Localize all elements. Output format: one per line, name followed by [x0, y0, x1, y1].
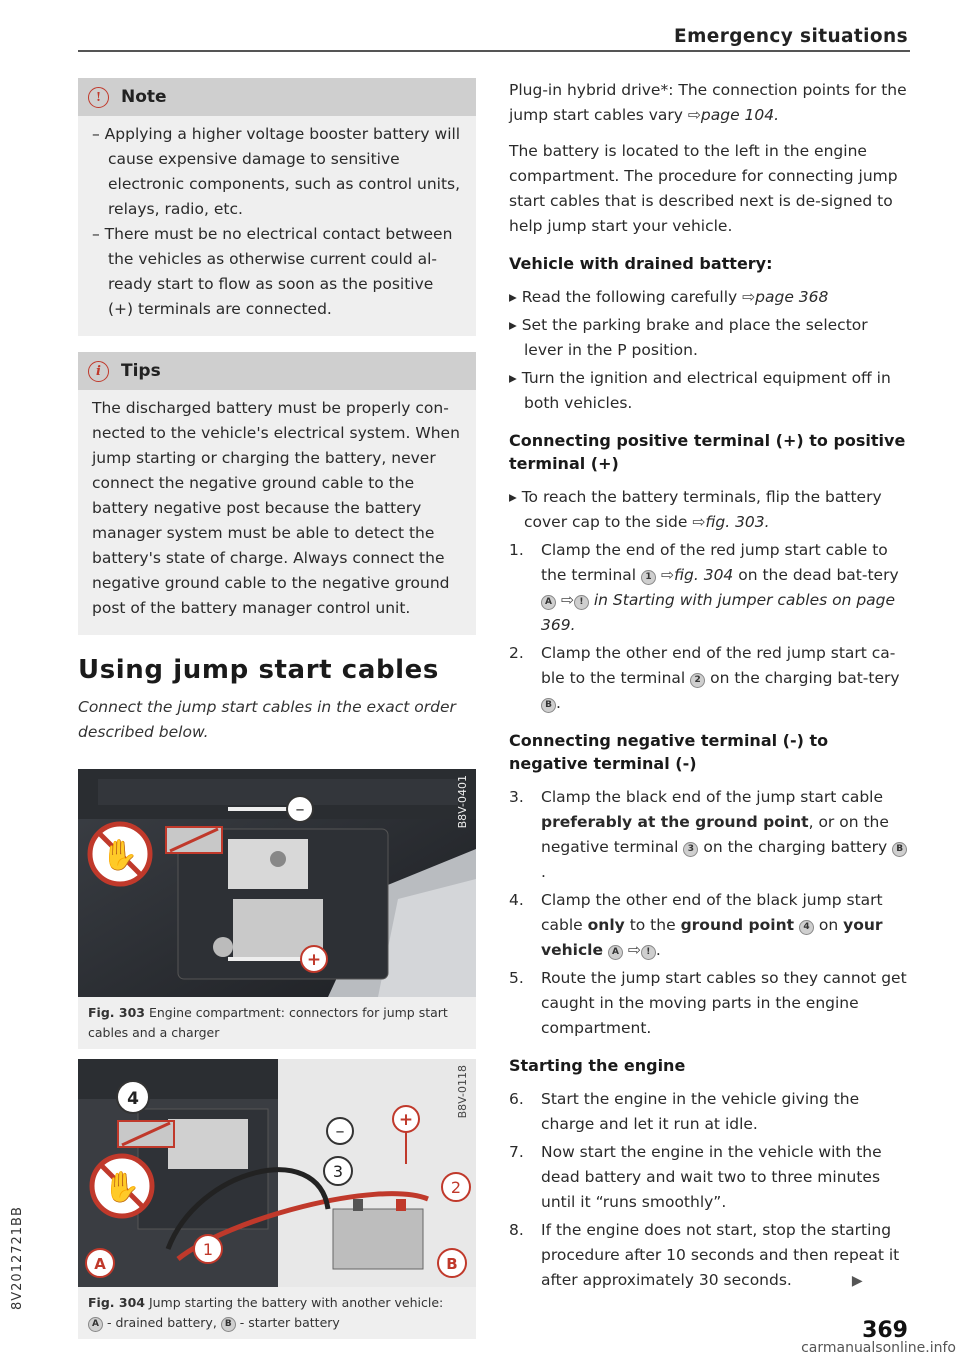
cross-reference-link[interactable]: fig. 304 [674, 566, 734, 584]
watermark: carmanualsonline.info [801, 1340, 956, 1356]
cross-reference-link[interactable]: fig. 303. [705, 513, 770, 531]
header-rule [78, 50, 910, 52]
caption-text: Jump starting the battery with another vehicle: [148, 1295, 444, 1310]
page-number: 369 [862, 1318, 908, 1343]
figure-303-caption [78, 997, 476, 1049]
step-text: on the charging bat-tery [710, 669, 900, 687]
label-a-icon: A [541, 595, 556, 610]
note-item: – There must be no electrical contact between the vehicles as otherwise current could al-ready start to flow as soon as the positive (+) terminals are connected. [92, 225, 453, 318]
step-6: 6. Start the engine in the vehicle giving the charge and let it run at idle. [509, 1087, 911, 1137]
step-2: 2. Clamp the other end of the red jump start ca-ble to the terminal 2 on the charging bat-tery B . [509, 644, 900, 712]
step-4: 4. Clamp the other end of the black jump start cable only to the ground point 4 on your vehicle A ⇨ ! . [509, 891, 883, 959]
list-item: ▸ Set the parking brake and place the selector lever in the P position. [509, 316, 868, 359]
arrow-ref-icon: ⇨ [692, 513, 706, 531]
step-7: 7. Now start the engine in the vehicle with the dead battery and wait two to three minutes until it “runs smoothly”. [509, 1140, 911, 1215]
svg-text:2: 2 [450, 1178, 462, 1197]
cross-reference-link[interactable]: in Starting with jumper cables on page 369. [541, 591, 896, 634]
jump-start-illustration [78, 1059, 476, 1287]
arrow-ref-icon: ⇨ [742, 288, 756, 306]
note-header [78, 78, 476, 116]
note-item: – Applying a higher voltage booster battery will cause expensive damage to sensitive electronic components, such as control units, relays, radio, etc. [92, 125, 461, 218]
label-a-icon: A [608, 945, 623, 960]
step-text: Route the jump start cables so they cannot get caught in the moving parts in the engine compartment. [541, 969, 907, 1037]
tips-header [78, 352, 476, 390]
cross-reference-link[interactable]: page 104. [700, 106, 780, 124]
tips-body: The discharged battery must be properly con-nected to the vehicle's electrical system. When jump starting or charging the battery, never connect the negative ground cable to the battery negative post because the battery manager system must be able to detect the battery's state of charge. Always connect the negative ground cable to the negative ground post of the battery manager control unit. [92, 399, 460, 617]
subheading: Vehicle with drained battery: [509, 254, 773, 273]
warning-icon: ! [574, 595, 589, 610]
step-text-bold: ground point [680, 916, 795, 934]
cross-reference-link[interactable]: page 368 [755, 288, 829, 306]
figure-304 [78, 1059, 476, 1339]
step-1: 1. Clamp the end of the red jump start cable to the terminal 1 ⇨fig. 304 on the dead bat-tery A ⇨ ! in Starting with jumper cables on page 369. [509, 541, 899, 634]
list-item: ▸ Read the following carefully ⇨page 368 [509, 288, 829, 306]
paragraph [509, 78, 911, 128]
step-text: Clamp the end of the red jump start cable to the terminal [541, 541, 888, 584]
left-column [78, 78, 476, 1339]
info-icon: i [88, 361, 109, 382]
step-text: on the dead bat-tery [738, 566, 899, 584]
section-intro: Connect the jump start cables in the exact order described below. [78, 698, 456, 741]
note-title: Note [121, 87, 167, 107]
note-body [78, 116, 476, 322]
item-text: Read the following carefully [521, 288, 738, 306]
step-text: If the engine does not start, stop the starting procedure after 10 seconds and then repeat it after approximately 30 seconds. [541, 1221, 900, 1289]
arrow-ref-icon: ⇨ [687, 106, 701, 124]
caption-text: - starter battery [239, 1315, 340, 1330]
figure-code: B8V-0118 [456, 1065, 469, 1119]
paragraph-text: Plug-in hybrid drive*: The connection points for the jump start cables vary [509, 81, 907, 124]
step-text: Clamp the black end of the jump start cable [541, 788, 884, 806]
arrow-ref-icon: ⇨ [627, 941, 641, 959]
caption-text: - drained battery, [106, 1315, 217, 1330]
paragraph: The battery is located to the left in the engine compartment. The procedure for connecting jump start cables that is described next is de-signed to help jump start your vehicle. [509, 142, 898, 235]
label-b-icon: B [892, 842, 907, 857]
figure-303-image [78, 769, 476, 997]
caption-text: Engine compartment: connectors for jump start cables and a charger [88, 1005, 448, 1040]
step-3: 3. Clamp the black end of the jump start cable preferably at the ground point, or on the negative terminal 3 on the charging battery B. [509, 785, 911, 885]
figure-304-caption [78, 1287, 476, 1339]
svg-text:+: + [398, 1110, 414, 1130]
label-4-icon: 4 [799, 920, 814, 935]
step-text-bold: your vehicle [541, 916, 883, 959]
svg-text:–: – [295, 799, 305, 820]
step-text-bold: only [587, 916, 625, 934]
list-item: ▸ To reach the battery terminals, flip the battery cover cap to the side ⇨fig. 303. [509, 488, 882, 531]
step-5: 5. Route the jump start cables so they cannot get caught in the moving parts in the engine compartment. [509, 966, 911, 1041]
label-1-icon: 1 [641, 570, 656, 585]
figure-303 [78, 769, 476, 1049]
svg-text:1: 1 [202, 1240, 214, 1259]
step-text: Clamp the other end of the red jump start ca-ble to the terminal [541, 644, 896, 687]
section-title: Using jump start cables [78, 655, 439, 685]
continue-arrow-icon: ▶ [851, 1273, 863, 1289]
step-text: to the [629, 916, 676, 934]
subheading: Connecting positive terminal (+) to positive terminal (+) [509, 431, 906, 473]
label-3-icon: 3 [683, 842, 698, 857]
label-a-icon: A [88, 1317, 103, 1332]
warning-icon: ! [641, 945, 656, 960]
arrow-ref-icon: ⇨ [560, 591, 574, 609]
svg-text:3: 3 [332, 1162, 344, 1181]
step-text: , or on the negative terminal [541, 813, 889, 856]
svg-text:4: 4 [127, 1089, 139, 1109]
right-column [509, 78, 911, 1294]
step-text-bold: preferably at the ground point [541, 813, 809, 831]
arrow-ref-icon: ⇨ [661, 566, 674, 584]
label-2-icon: 2 [690, 673, 705, 688]
exclamation-icon: ! [88, 87, 109, 108]
document-code: 8V2012721BB [10, 1206, 25, 1310]
figure-label: Fig. 304 [88, 1295, 145, 1310]
engine-compartment-illustration [78, 769, 476, 997]
running-header: Emergency situations [674, 26, 908, 47]
list-item: ▸ Turn the ignition and electrical equipment off in both vehicles. [509, 369, 891, 412]
step-text: Now start the engine in the vehicle with the dead battery and wait two to three minutes until it “runs smoothly”. [541, 1143, 882, 1211]
svg-text:A: A [94, 1255, 106, 1273]
svg-text:–: – [335, 1121, 345, 1142]
figure-label: Fig. 303 [88, 1005, 145, 1020]
step-text: on [818, 916, 839, 934]
note-box [78, 78, 476, 336]
figure-code: B8V-0401 [456, 775, 469, 829]
item-text: Turn the ignition and electrical equipment off in both vehicles. [521, 369, 891, 412]
label-b-icon: B [541, 698, 556, 713]
item-text: Set the parking brake and place the selector lever in the P position. [521, 316, 868, 359]
figure-304-image [78, 1059, 476, 1287]
tips-title: Tips [121, 361, 161, 381]
step-text: Clamp the other end of the black jump start cable [541, 891, 883, 934]
svg-text:✋: ✋ [101, 838, 139, 873]
subheading: Connecting negative terminal (-) to negative terminal (-) [509, 731, 829, 773]
subheading: Starting the engine [509, 1056, 686, 1075]
svg-text:B: B [446, 1255, 458, 1273]
svg-text:+: + [306, 950, 322, 970]
step-text: on the charging battery [703, 838, 888, 856]
svg-text:✋: ✋ [103, 1170, 141, 1205]
item-text: To reach the battery terminals, flip the battery cover cap to the side [521, 488, 882, 531]
label-b-icon: B [221, 1317, 236, 1332]
step-8: 8. If the engine does not start, stop the starting procedure after 10 seconds and then repeat it after approximately 30 seconds. ▶ [509, 1218, 911, 1294]
tips-box [78, 352, 476, 635]
step-text: Start the engine in the vehicle giving the charge and let it run at idle. [541, 1090, 860, 1133]
